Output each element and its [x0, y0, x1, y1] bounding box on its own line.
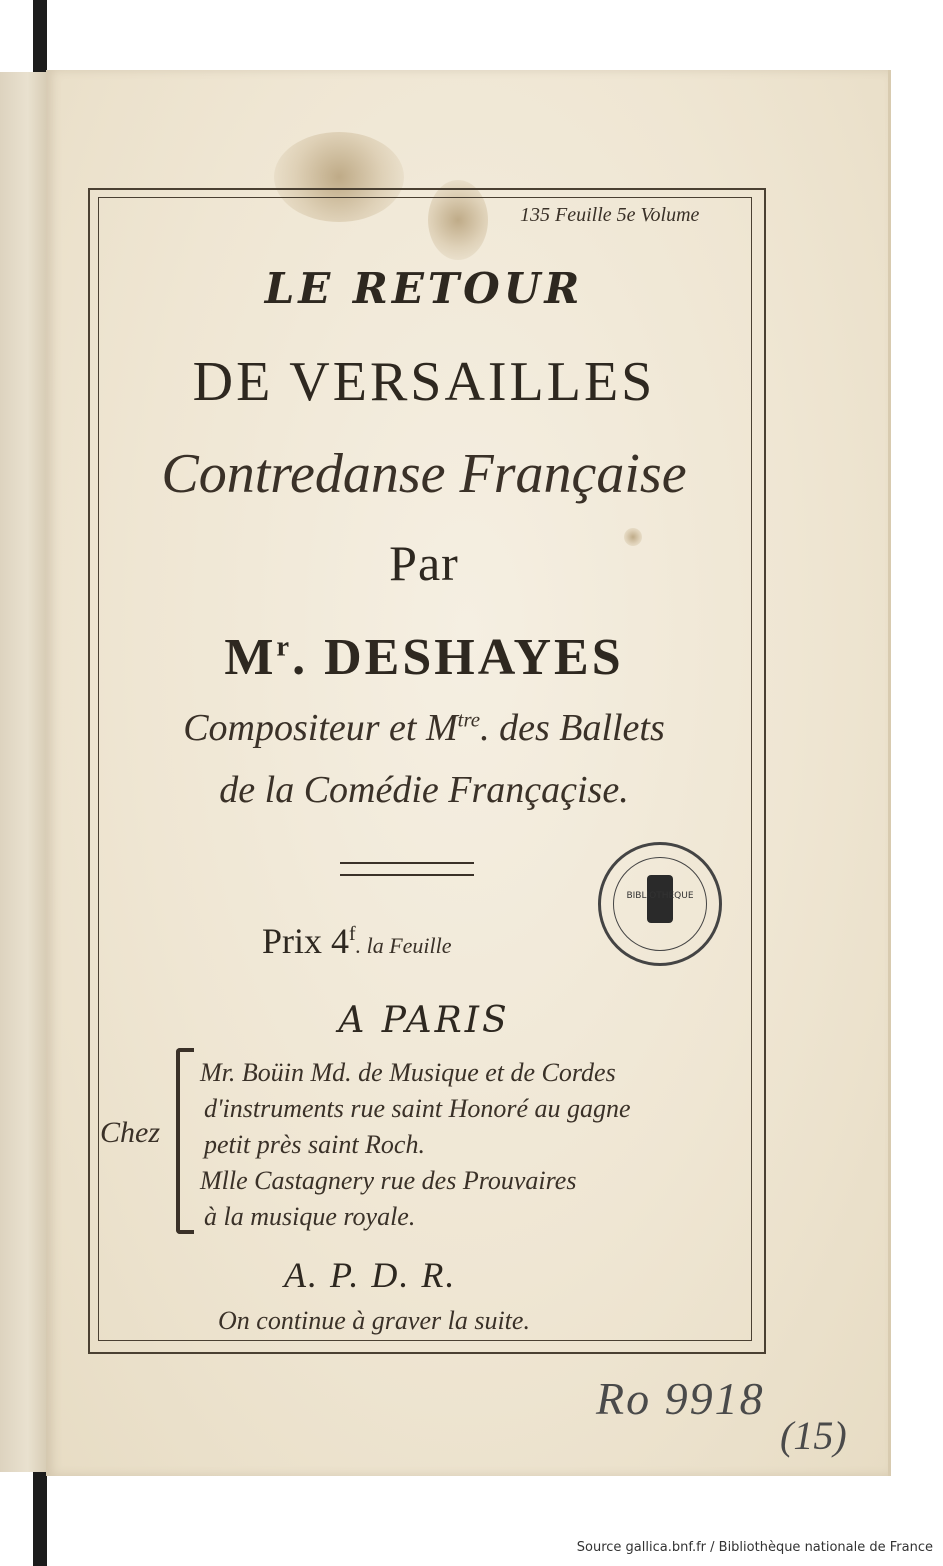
price-label: Prix 4 [262, 921, 350, 961]
divider-rule-bottom [340, 874, 474, 876]
title-line-3: Contredanse Française [161, 443, 687, 505]
price-sup: f [349, 923, 356, 945]
library-stamp [598, 842, 722, 966]
imprint-line: d'instruments rue saint Honoré au gagne [204, 1094, 631, 1123]
credit-line-1-start: Compositeur et M [183, 707, 458, 749]
imprint-chez: Chez [100, 1116, 160, 1149]
imprint-line: petit près saint Roch. [204, 1130, 425, 1159]
title-line-2: DE VERSAILLES [192, 351, 656, 413]
price-line [262, 920, 452, 962]
credit-line-1-sup: tre [457, 707, 481, 732]
library-stamp-text: BIBLIOTHÈQUE [626, 891, 694, 901]
imprint-city: A PARIS [338, 1000, 510, 1041]
author-line [98, 628, 750, 687]
divider-rule-top [340, 862, 474, 864]
credit-line-2: de la Comédie Françaçise. [219, 769, 629, 811]
source-credit: Source gallica.bnf.fr / Bibliothèque nationale de France [576, 1540, 933, 1555]
author-name: . DESHAYES [292, 629, 624, 686]
facing-page-edge [0, 72, 46, 1472]
imprint-privilege: A. P. D. R. [284, 1255, 457, 1295]
imprint-note: On continue à graver la suite. [218, 1306, 530, 1335]
imprint-brace [176, 1048, 194, 1234]
imprint-line: Mr. Boüin Md. de Musique et de Cordes [200, 1058, 616, 1087]
title-line-1: LE RETOUR [264, 264, 584, 313]
shelfmark: Ro 9918 [596, 1373, 765, 1424]
author-prefix-sup: r [276, 631, 293, 663]
author-prefix: M [224, 629, 277, 686]
shelfmark-volume: (15) [780, 1413, 847, 1458]
by-label: Par [389, 535, 459, 591]
header-note: 135 Feuille 5e Volume [520, 204, 700, 226]
imprint-line: Mlle Castagnery rue des Prouvaires [200, 1166, 577, 1195]
credit-line-1 [98, 706, 750, 750]
imprint-line: à la musique royale. [204, 1202, 416, 1231]
credit-line-1-end: . des Ballets [480, 707, 665, 749]
price-unit: . la Feuille [355, 933, 452, 958]
